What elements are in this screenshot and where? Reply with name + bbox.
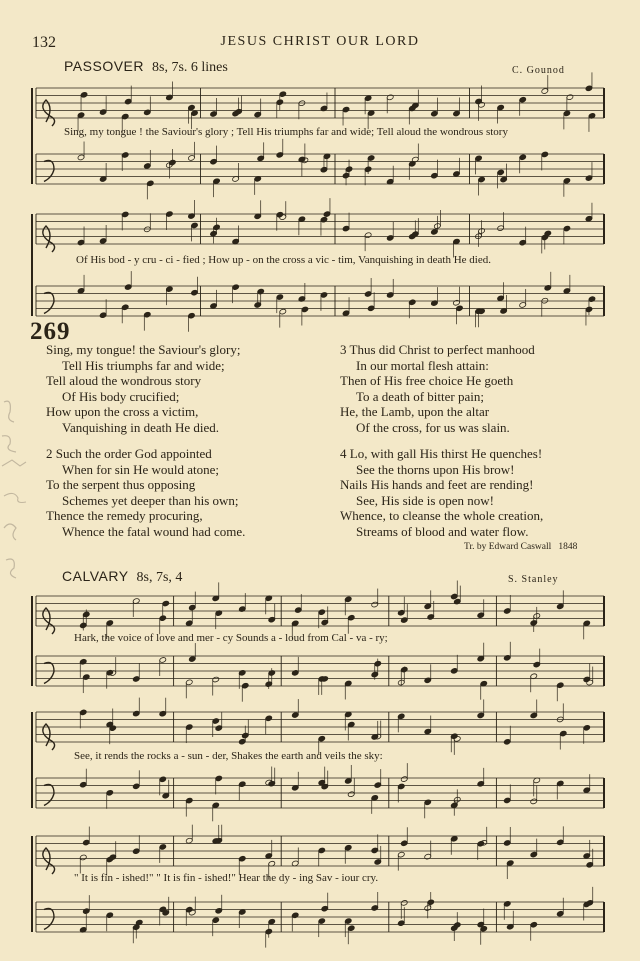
verse-line: Of the cross, for us was slain. [356, 419, 510, 435]
verse-line: Of His body crucified; [62, 388, 180, 404]
credit-year: 1848 [558, 542, 578, 552]
bass-clef-icon [44, 663, 54, 684]
stanza-3 [340, 342, 535, 436]
tune-meter: 8s, 7s. 6 lines [152, 60, 228, 75]
verse-line: See, His side is open now! [356, 492, 494, 508]
bass-clef-icon [44, 785, 54, 806]
tune-name: CALVARY [62, 568, 129, 584]
verse-line: Tell His triumphs far and wide; [62, 357, 225, 373]
pencil-margin-marks [0, 396, 30, 586]
stanza-2 [46, 446, 245, 540]
verse-line: To the serpent thus opposing [46, 477, 196, 493]
verse-line: He, the Lamb, upon the altar [340, 404, 490, 420]
verse-line: In our mortal flesh attain: [356, 357, 489, 373]
verse-line: How upon the cross a victim, [46, 404, 199, 420]
composer-stanley: S. Stanley [508, 574, 559, 585]
verse-line: Whence, to cleanse the whole creation, [340, 508, 544, 524]
verse-line: 3 Thus did Christ to perfect manhood [340, 342, 535, 357]
lyric-line: " It is fin - ished!" " It is fin - ished!" Hear the dy - ing Sav - iour cry. [74, 872, 379, 884]
verse-line: Tell aloud the wondrous story [46, 373, 202, 389]
lyric-line: Hark, the voice of love and mer - cy Sounds a - loud from Cal - va - ry; [74, 632, 388, 644]
hymn-number: 269 [30, 318, 71, 345]
credit-name: Tr. by Edward Caswall [464, 542, 552, 552]
running-title: JESUS CHRIST OUR LORD [220, 34, 420, 49]
lyric-line: Of His bod - y cru - ci - fied ; How up - on the cross a vic - tim, Vanquishing in death He died. [76, 254, 491, 266]
treble-clef-icon [43, 100, 55, 126]
bass-clef-icon [44, 909, 54, 930]
lyric-line: Sing, my tongue ! the Saviour's glory ; Tell His triumphs far and wide; Tell aloud the wondrous story [64, 126, 508, 138]
verse-line: Schemes yet deeper than his own; [62, 492, 239, 508]
verse-line: Thence the remedy procuring, [46, 508, 203, 524]
lyric-line: See, it rends the rocks a - sun - der, Shakes the earth and veils the sky: [74, 750, 383, 762]
verse-line: To a death of bitter pain; [356, 388, 484, 404]
pencil-scribble-icon [0, 396, 30, 586]
composer-gounod: C. Gounod [512, 65, 565, 76]
verse-line: When for sin He would atone; [62, 461, 220, 477]
treble-clef-icon [43, 608, 55, 634]
page-number: 132 [32, 34, 56, 51]
treble-clef-icon [43, 724, 55, 750]
tune-meter: 8s, 7s, 4 [136, 570, 183, 585]
stanza-4 [340, 446, 543, 540]
verse-line: Whence the fatal wound had come. [62, 523, 246, 539]
tune-title-calvary [62, 568, 182, 586]
stanza-1 [46, 342, 240, 436]
verse-line: 2 Such the order God appointed [46, 446, 212, 461]
verse-line: Streams of blood and water flow. [356, 523, 529, 539]
treble-clef-icon [43, 226, 55, 252]
verse-line: Nails His hands and feet are rending! [340, 477, 534, 493]
treble-clef-icon [43, 848, 55, 874]
verse-line: 4 Lo, with gall His thirst He quenches! [340, 446, 543, 461]
translator-credit [464, 542, 577, 552]
verse-line: See the thorns upon His brow! [356, 461, 515, 477]
verse-line: Sing, my tongue! the Saviour's glory; [46, 342, 241, 357]
tune-name: PASSOVER [64, 58, 144, 74]
bass-clef-icon [44, 293, 54, 314]
verse-line: Then of His free choice He goeth [340, 373, 514, 389]
bass-clef-icon [44, 161, 54, 182]
verse-line: Vanquishing in death He died. [62, 419, 220, 435]
